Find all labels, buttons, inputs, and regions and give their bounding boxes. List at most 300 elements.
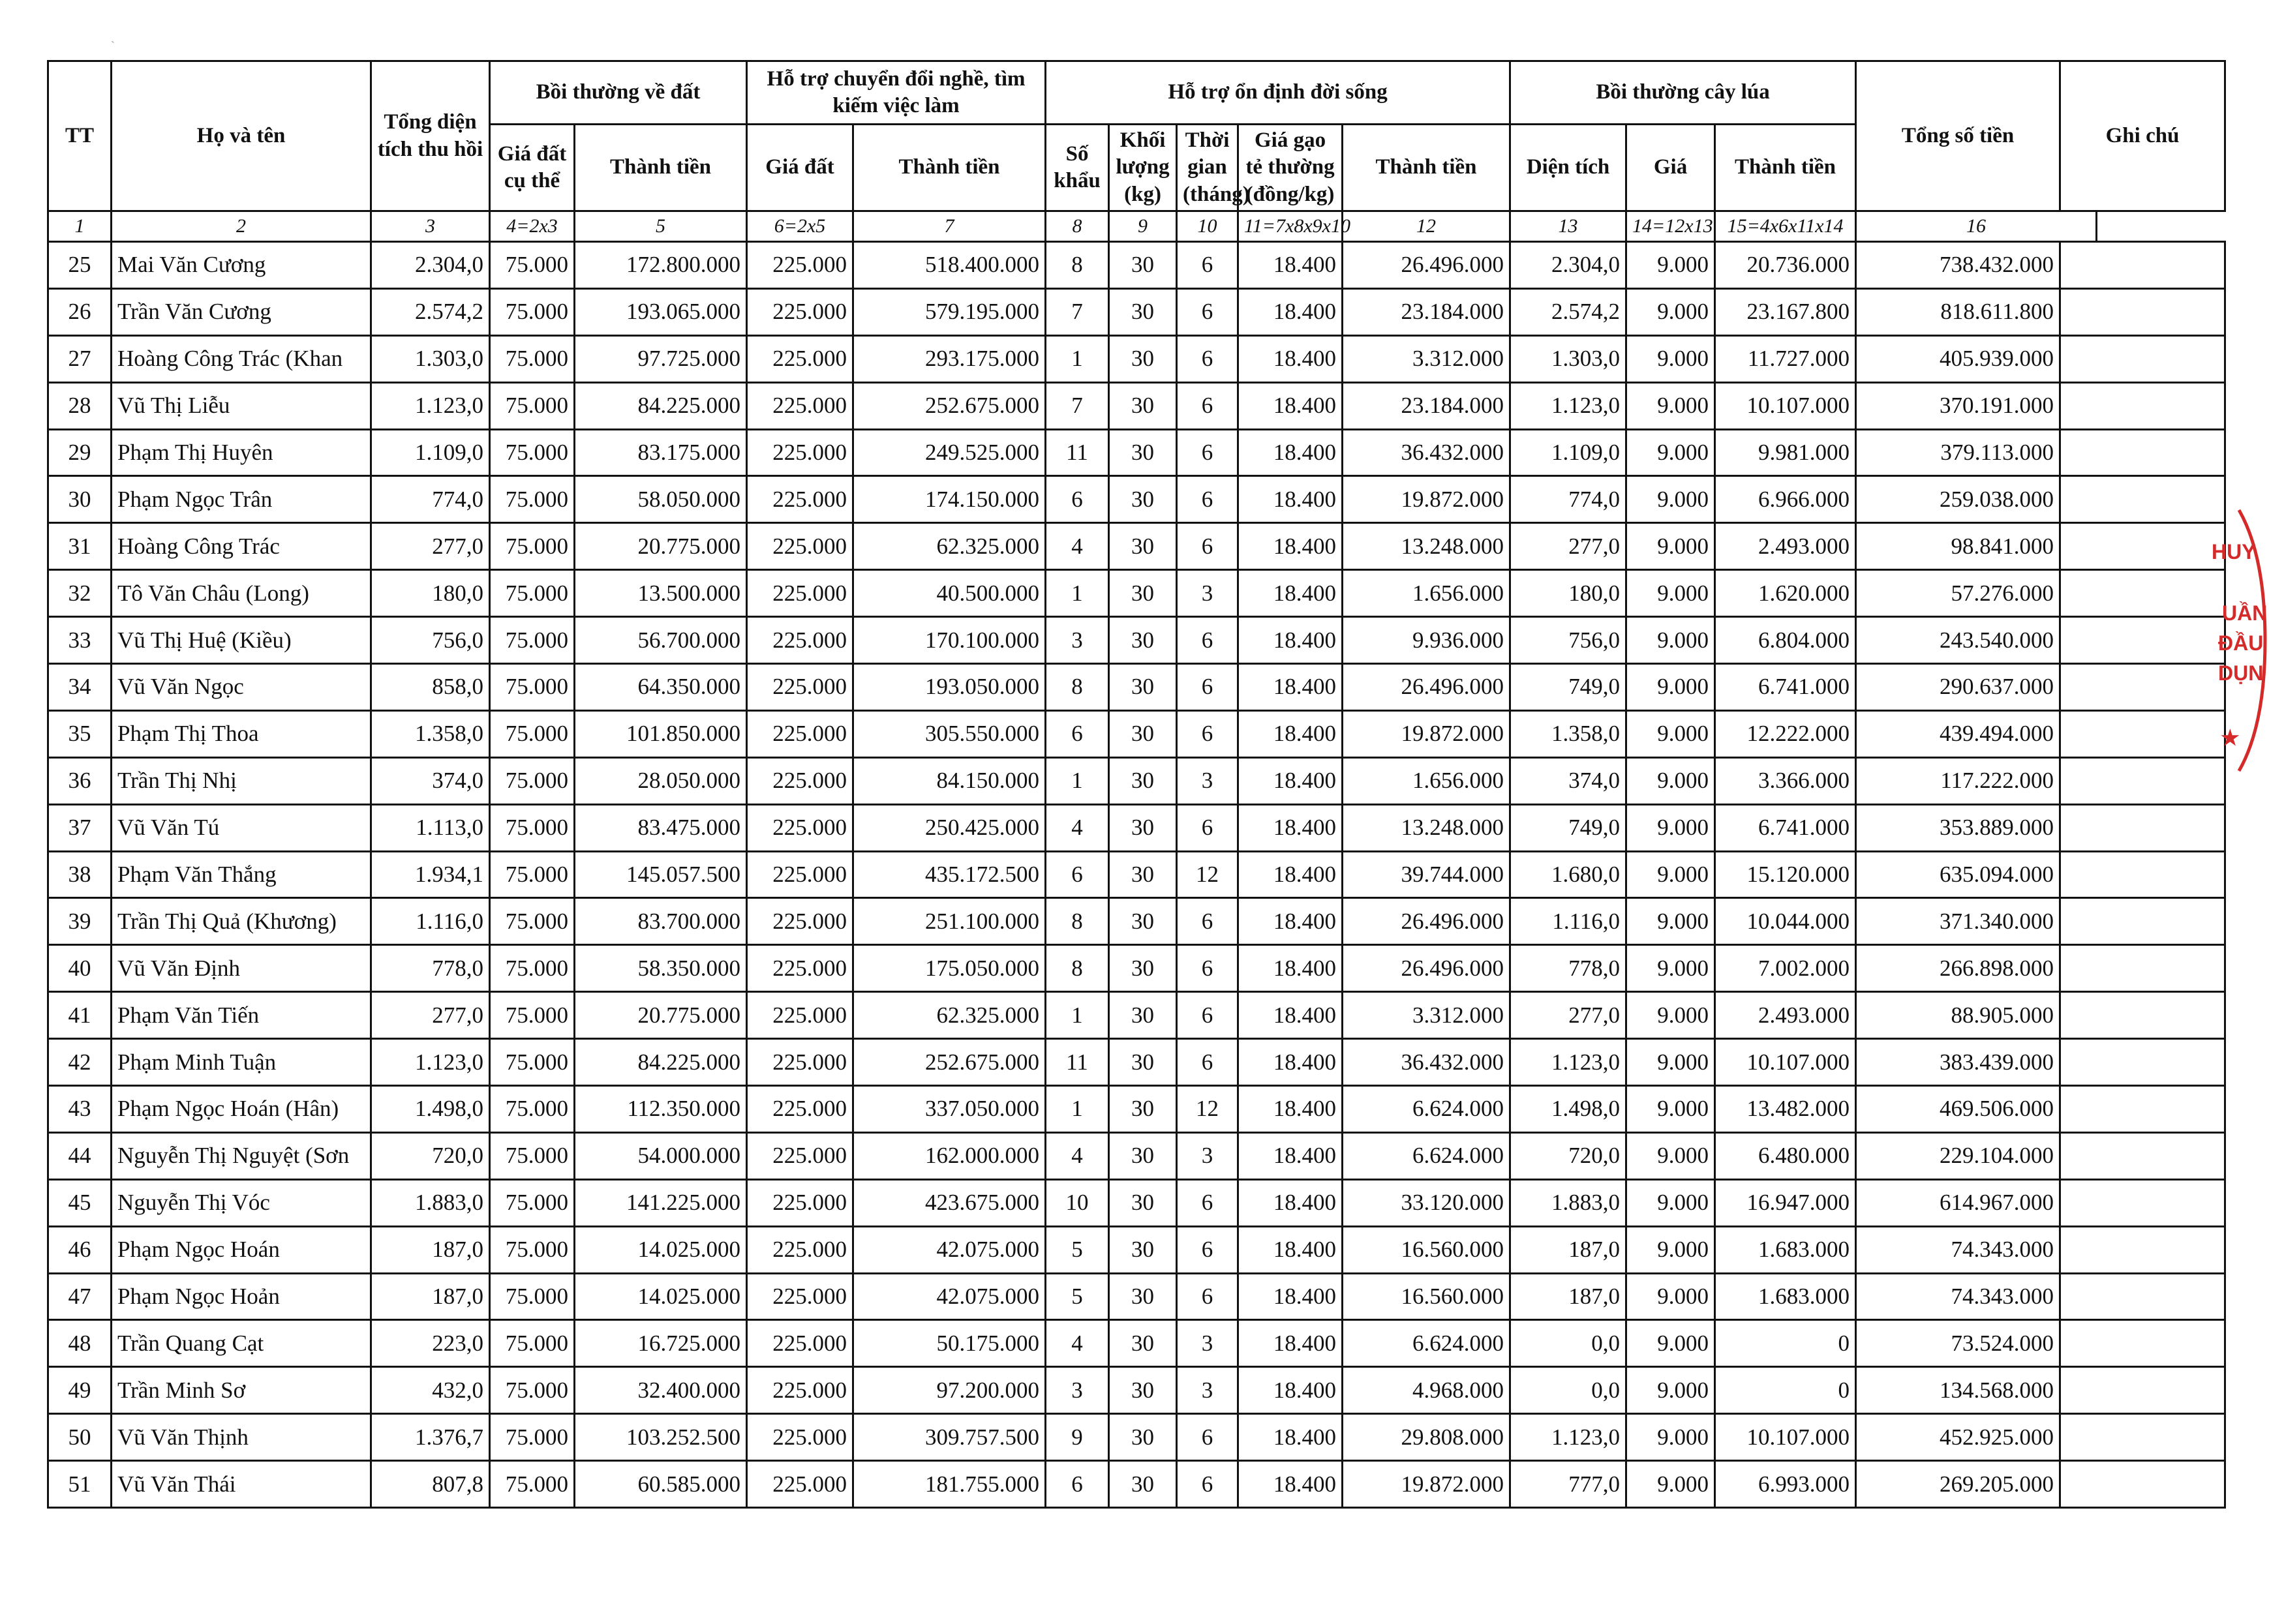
header-land-price: Giá đất cụ thể — [490, 125, 575, 211]
cell-tt3: 19.872.000 — [1343, 476, 1510, 523]
cell-sk: 1 — [1046, 1086, 1109, 1133]
cell-area: 1.303,0 — [371, 335, 490, 382]
cell-kl: 30 — [1109, 992, 1177, 1039]
cell-kl: 30 — [1109, 851, 1177, 898]
cell-tt4: 10.107.000 — [1715, 382, 1856, 429]
header-note: Ghi chú — [2060, 61, 2225, 211]
cell-gg: 18.400 — [1238, 898, 1343, 945]
cell-sk: 4 — [1046, 1132, 1109, 1179]
table-row — [48, 804, 2225, 851]
cell-tt1: 84.225.000 — [575, 1039, 747, 1086]
cell-area: 1.498,0 — [371, 1086, 490, 1133]
cell-kl: 30 — [1109, 757, 1177, 804]
cell-sk: 8 — [1046, 945, 1109, 992]
cell-dt: 756,0 — [1510, 617, 1626, 664]
cell-tt2: 62.325.000 — [853, 523, 1046, 570]
table-row — [48, 992, 2225, 1039]
cell-tong: 229.104.000 — [1856, 1132, 2060, 1179]
cell-tt2: 175.050.000 — [853, 945, 1046, 992]
cell-tt: 46 — [48, 1226, 112, 1273]
cell-tong: 74.343.000 — [1856, 1273, 2060, 1320]
cell-gd: 75.000 — [490, 851, 575, 898]
cell-tt3: 19.872.000 — [1343, 1461, 1510, 1508]
cell-tt1: 172.800.000 — [575, 242, 747, 289]
cell-gd: 75.000 — [490, 570, 575, 617]
cell-tt3: 9.936.000 — [1343, 617, 1510, 664]
cell-kl: 30 — [1109, 1273, 1177, 1320]
cell-area: 223,0 — [371, 1320, 490, 1367]
cell-g2: 225.000 — [747, 335, 853, 382]
column-index: 14=12x13 — [1626, 211, 1715, 242]
cell-tt2: 42.075.000 — [853, 1226, 1046, 1273]
cell-area: 374,0 — [371, 757, 490, 804]
cell-area: 1.113,0 — [371, 804, 490, 851]
cell-kl: 30 — [1109, 898, 1177, 945]
header-life-amount: Thành tiền — [1343, 125, 1510, 211]
cell-tt2: 423.675.000 — [853, 1179, 1046, 1226]
cell-tt3: 6.624.000 — [1343, 1320, 1510, 1367]
cell-area: 187,0 — [371, 1226, 490, 1273]
cell-sk: 3 — [1046, 1367, 1109, 1414]
cell-gia: 9.000 — [1626, 1086, 1715, 1133]
cell-tt3: 16.560.000 — [1343, 1273, 1510, 1320]
cell-tt1: 56.700.000 — [575, 617, 747, 664]
cell-tg: 6 — [1177, 242, 1238, 289]
cell-g2: 225.000 — [747, 757, 853, 804]
cell-tt3: 36.432.000 — [1343, 429, 1510, 476]
cell-name: Vũ Văn Tú — [112, 804, 371, 851]
cell-g2: 225.000 — [747, 804, 853, 851]
table-row — [48, 1039, 2225, 1086]
cell-dt: 180,0 — [1510, 570, 1626, 617]
table-row — [48, 1367, 2225, 1414]
cell-gg: 18.400 — [1238, 1273, 1343, 1320]
cell-tt: 39 — [48, 898, 112, 945]
cell-gia: 9.000 — [1626, 1226, 1715, 1273]
cell-g2: 225.000 — [747, 429, 853, 476]
cell-tg: 6 — [1177, 617, 1238, 664]
cell-area: 2.304,0 — [371, 242, 490, 289]
cell-dt: 1.883,0 — [1510, 1179, 1626, 1226]
cell-tt3: 26.496.000 — [1343, 945, 1510, 992]
header-crop-price: Giá — [1626, 125, 1715, 211]
cell-gia: 9.000 — [1626, 851, 1715, 898]
cell-dt: 720,0 — [1510, 1132, 1626, 1179]
cell-gia: 9.000 — [1626, 1320, 1715, 1367]
cell-tt: 31 — [48, 523, 112, 570]
cell-gd: 75.000 — [490, 1367, 575, 1414]
cell-g2: 225.000 — [747, 1461, 853, 1508]
column-index: 10 — [1177, 211, 1238, 242]
cell-tt: 32 — [48, 570, 112, 617]
cell-sk: 7 — [1046, 288, 1109, 335]
cell-sk: 4 — [1046, 523, 1109, 570]
cell-tt: 38 — [48, 851, 112, 898]
table-row — [48, 382, 2225, 429]
cell-tg: 12 — [1177, 851, 1238, 898]
cell-tt3: 6.624.000 — [1343, 1132, 1510, 1179]
cell-gg: 18.400 — [1238, 1179, 1343, 1226]
cell-tt2: 309.757.500 — [853, 1414, 1046, 1461]
cell-name: Tô Văn Châu (Long) — [112, 570, 371, 617]
cell-tg: 6 — [1177, 335, 1238, 382]
cell-dt: 187,0 — [1510, 1273, 1626, 1320]
cell-sk: 1 — [1046, 757, 1109, 804]
cell-tong: 290.637.000 — [1856, 664, 2060, 711]
cell-gia: 9.000 — [1626, 898, 1715, 945]
cell-g2: 225.000 — [747, 382, 853, 429]
column-index: 1 — [48, 211, 112, 242]
cell-dt: 277,0 — [1510, 523, 1626, 570]
cell-tt2: 162.000.000 — [853, 1132, 1046, 1179]
header-area: Tổng diện tích thu hồi — [371, 61, 490, 211]
cell-tt3: 29.808.000 — [1343, 1414, 1510, 1461]
cell-gd: 75.000 — [490, 710, 575, 757]
cell-gg: 18.400 — [1238, 664, 1343, 711]
cell-gg: 18.400 — [1238, 523, 1343, 570]
table-row — [48, 617, 2225, 664]
table-row — [48, 335, 2225, 382]
cell-tt1: 20.775.000 — [575, 992, 747, 1039]
cell-gg: 18.400 — [1238, 1086, 1343, 1133]
cell-tt3: 1.656.000 — [1343, 570, 1510, 617]
cell-tg: 6 — [1177, 1039, 1238, 1086]
cell-kl: 30 — [1109, 1226, 1177, 1273]
cell-tt3: 6.624.000 — [1343, 1086, 1510, 1133]
cell-tt3: 33.120.000 — [1343, 1179, 1510, 1226]
cell-tg: 3 — [1177, 1367, 1238, 1414]
table-row — [48, 288, 2225, 335]
column-index: 3 — [371, 211, 490, 242]
cell-name: Hoàng Công Trác — [112, 523, 371, 570]
cell-tg: 6 — [1177, 710, 1238, 757]
cell-note — [2060, 1086, 2225, 1133]
cell-gd: 75.000 — [490, 1414, 575, 1461]
table-row — [48, 1132, 2225, 1179]
header-job-price: Giá đất — [747, 125, 853, 211]
cell-tt4: 6.804.000 — [1715, 617, 1856, 664]
cell-area: 180,0 — [371, 570, 490, 617]
cell-tt4: 20.736.000 — [1715, 242, 1856, 289]
cell-tt3: 36.432.000 — [1343, 1039, 1510, 1086]
cell-gd: 75.000 — [490, 1132, 575, 1179]
cell-note — [2060, 804, 2225, 851]
cell-dt: 0,0 — [1510, 1320, 1626, 1367]
cell-tong: 117.222.000 — [1856, 757, 2060, 804]
cell-kl: 30 — [1109, 335, 1177, 382]
table-row — [48, 1179, 2225, 1226]
cell-tt2: 50.175.000 — [853, 1320, 1046, 1367]
cell-area: 1.123,0 — [371, 1039, 490, 1086]
cell-kl: 30 — [1109, 242, 1177, 289]
table-row — [48, 898, 2225, 945]
cell-g2: 225.000 — [747, 1226, 853, 1273]
cell-tt: 47 — [48, 1273, 112, 1320]
cell-name: Phạm Minh Tuận — [112, 1039, 371, 1086]
cell-tt3: 39.744.000 — [1343, 851, 1510, 898]
cell-tt2: 518.400.000 — [853, 242, 1046, 289]
cell-area: 277,0 — [371, 523, 490, 570]
cell-note — [2060, 1226, 2225, 1273]
cell-tt4: 2.493.000 — [1715, 992, 1856, 1039]
cell-note — [2060, 288, 2225, 335]
cell-gd: 75.000 — [490, 242, 575, 289]
cell-tt2: 579.195.000 — [853, 288, 1046, 335]
cell-gd: 75.000 — [490, 1461, 575, 1508]
cell-tt4: 6.741.000 — [1715, 664, 1856, 711]
cell-sk: 6 — [1046, 851, 1109, 898]
cell-tt1: 58.350.000 — [575, 945, 747, 992]
cell-tt3: 13.248.000 — [1343, 523, 1510, 570]
cell-tt4: 2.493.000 — [1715, 523, 1856, 570]
cell-name: Vũ Văn Định — [112, 945, 371, 992]
cell-gg: 18.400 — [1238, 617, 1343, 664]
stamp-text: ĐẦU — [2218, 631, 2264, 655]
cell-gia: 9.000 — [1626, 664, 1715, 711]
cell-tt4: 10.107.000 — [1715, 1414, 1856, 1461]
cell-tt: 35 — [48, 710, 112, 757]
table-row — [48, 523, 2225, 570]
cell-gg: 18.400 — [1238, 851, 1343, 898]
cell-note — [2060, 851, 2225, 898]
cell-area: 1.109,0 — [371, 429, 490, 476]
column-index: 7 — [853, 211, 1046, 242]
cell-gia: 9.000 — [1626, 710, 1715, 757]
cell-tong: 243.540.000 — [1856, 617, 2060, 664]
cell-gia: 9.000 — [1626, 1414, 1715, 1461]
cell-tong: 57.276.000 — [1856, 570, 2060, 617]
cell-kl: 30 — [1109, 1132, 1177, 1179]
cell-kl: 30 — [1109, 664, 1177, 711]
cell-gg: 18.400 — [1238, 1367, 1343, 1414]
table-row — [48, 1226, 2225, 1273]
header-weight: Khối lượng (kg) — [1109, 125, 1177, 211]
cell-tg: 6 — [1177, 804, 1238, 851]
header-people: Số khẩu — [1046, 125, 1109, 211]
cell-tt1: 54.000.000 — [575, 1132, 747, 1179]
table-row — [48, 242, 2225, 289]
cell-tt3: 19.872.000 — [1343, 710, 1510, 757]
cell-tt: 36 — [48, 757, 112, 804]
cell-gia: 9.000 — [1626, 1461, 1715, 1508]
red-stamp — [2200, 504, 2269, 777]
cell-tt4: 1.683.000 — [1715, 1273, 1856, 1320]
header-land-group: Bồi thường về đất — [490, 61, 747, 125]
cell-tg: 6 — [1177, 288, 1238, 335]
cell-area: 1.934,1 — [371, 851, 490, 898]
header-crop-group: Bồi thường cây lúa — [1510, 61, 1856, 125]
cell-tt1: 83.475.000 — [575, 804, 747, 851]
cell-area: 277,0 — [371, 992, 490, 1039]
cell-sk: 8 — [1046, 898, 1109, 945]
cell-gd: 75.000 — [490, 523, 575, 570]
cell-tt1: 103.252.500 — [575, 1414, 747, 1461]
cell-sk: 1 — [1046, 570, 1109, 617]
header-name: Họ và tên — [112, 61, 371, 211]
cell-sk: 4 — [1046, 804, 1109, 851]
cell-tg: 3 — [1177, 570, 1238, 617]
cell-tt: 26 — [48, 288, 112, 335]
cell-tt3: 13.248.000 — [1343, 804, 1510, 851]
cell-tt2: 250.425.000 — [853, 804, 1046, 851]
cell-g2: 225.000 — [747, 288, 853, 335]
cell-kl: 30 — [1109, 1367, 1177, 1414]
cell-name: Phạm Văn Tiến — [112, 992, 371, 1039]
cell-tt4: 10.107.000 — [1715, 1039, 1856, 1086]
column-index: 5 — [575, 211, 747, 242]
cell-g2: 225.000 — [747, 1086, 853, 1133]
cell-name: Trần Văn Cương — [112, 288, 371, 335]
cell-dt: 749,0 — [1510, 664, 1626, 711]
cell-tt3: 26.496.000 — [1343, 898, 1510, 945]
cell-area: 756,0 — [371, 617, 490, 664]
cell-sk: 5 — [1046, 1226, 1109, 1273]
cell-tt4: 7.002.000 — [1715, 945, 1856, 992]
cell-tg: 6 — [1177, 523, 1238, 570]
cell-name: Nguyễn Thị Vóc — [112, 1179, 371, 1226]
cell-dt: 277,0 — [1510, 992, 1626, 1039]
cell-tong: 818.611.800 — [1856, 288, 2060, 335]
cell-dt: 1.123,0 — [1510, 1414, 1626, 1461]
cell-gia: 9.000 — [1626, 288, 1715, 335]
cell-gg: 18.400 — [1238, 1132, 1343, 1179]
cell-tt4: 15.120.000 — [1715, 851, 1856, 898]
cell-gg: 18.400 — [1238, 992, 1343, 1039]
cell-g2: 225.000 — [747, 992, 853, 1039]
cell-name: Nguyễn Thị Nguyệt (Sơn — [112, 1132, 371, 1179]
cell-gia: 9.000 — [1626, 242, 1715, 289]
header-crop-area: Diện tích — [1510, 125, 1626, 211]
cell-sk: 11 — [1046, 429, 1109, 476]
cell-g2: 225.000 — [747, 1039, 853, 1086]
cell-tong: 73.524.000 — [1856, 1320, 2060, 1367]
cell-tt4: 11.727.000 — [1715, 335, 1856, 382]
cell-tt4: 9.981.000 — [1715, 429, 1856, 476]
cell-tt1: 84.225.000 — [575, 382, 747, 429]
cell-tong: 614.967.000 — [1856, 1179, 2060, 1226]
cell-tong: 370.191.000 — [1856, 382, 2060, 429]
cell-area: 778,0 — [371, 945, 490, 992]
cell-area: 1.358,0 — [371, 710, 490, 757]
cell-name: Phạm Ngọc Trân — [112, 476, 371, 523]
cell-tg: 6 — [1177, 898, 1238, 945]
cell-area: 807,8 — [371, 1461, 490, 1508]
cell-tt2: 62.325.000 — [853, 992, 1046, 1039]
cell-tong: 635.094.000 — [1856, 851, 2060, 898]
cell-tt2: 84.150.000 — [853, 757, 1046, 804]
cell-note — [2060, 1414, 2225, 1461]
cell-name: Vũ Thị Huệ (Kiều) — [112, 617, 371, 664]
cell-tt2: 252.675.000 — [853, 382, 1046, 429]
cell-tt4: 6.966.000 — [1715, 476, 1856, 523]
cell-tt4: 6.993.000 — [1715, 1461, 1856, 1508]
cell-dt: 1.498,0 — [1510, 1086, 1626, 1133]
cell-gg: 18.400 — [1238, 804, 1343, 851]
cell-name: Mai Văn Cương — [112, 242, 371, 289]
cell-tg: 6 — [1177, 1273, 1238, 1320]
cell-tt2: 252.675.000 — [853, 1039, 1046, 1086]
cell-sk: 1 — [1046, 335, 1109, 382]
cell-kl: 30 — [1109, 476, 1177, 523]
cell-kl: 30 — [1109, 570, 1177, 617]
table-row — [48, 757, 2225, 804]
cell-area: 774,0 — [371, 476, 490, 523]
cell-sk: 1 — [1046, 992, 1109, 1039]
header-tt: TT — [48, 61, 112, 211]
cell-tong: 469.506.000 — [1856, 1086, 2060, 1133]
cell-gia: 9.000 — [1626, 804, 1715, 851]
table-row — [48, 1414, 2225, 1461]
cell-gia: 9.000 — [1626, 335, 1715, 382]
cell-gia: 9.000 — [1626, 945, 1715, 992]
cell-tg: 6 — [1177, 476, 1238, 523]
cell-name: Vũ Thị Liễu — [112, 382, 371, 429]
cell-kl: 30 — [1109, 617, 1177, 664]
cell-tong: 379.113.000 — [1856, 429, 2060, 476]
cell-g2: 225.000 — [747, 523, 853, 570]
cell-gd: 75.000 — [490, 1320, 575, 1367]
cell-dt: 1.358,0 — [1510, 710, 1626, 757]
cell-dt: 1.116,0 — [1510, 898, 1626, 945]
cell-tt2: 435.172.500 — [853, 851, 1046, 898]
cell-tt4: 6.480.000 — [1715, 1132, 1856, 1179]
cell-gg: 18.400 — [1238, 382, 1343, 429]
cell-name: Trần Thị Quả (Khương) — [112, 898, 371, 945]
cell-g2: 225.000 — [747, 476, 853, 523]
cell-gd: 75.000 — [490, 898, 575, 945]
cell-kl: 30 — [1109, 1086, 1177, 1133]
cell-tt1: 141.225.000 — [575, 1179, 747, 1226]
cell-sk: 6 — [1046, 476, 1109, 523]
cell-dt: 2.574,2 — [1510, 288, 1626, 335]
cell-gd: 75.000 — [490, 1086, 575, 1133]
column-index: 9 — [1109, 211, 1177, 242]
cell-tt3: 3.312.000 — [1343, 992, 1510, 1039]
cell-dt: 374,0 — [1510, 757, 1626, 804]
cell-tt2: 293.175.000 — [853, 335, 1046, 382]
cell-gd: 75.000 — [490, 476, 575, 523]
cell-tt3: 3.312.000 — [1343, 335, 1510, 382]
cell-tt2: 305.550.000 — [853, 710, 1046, 757]
cell-tt3: 4.968.000 — [1343, 1367, 1510, 1414]
cell-g2: 225.000 — [747, 664, 853, 711]
cell-tt1: 14.025.000 — [575, 1273, 747, 1320]
cell-gia: 9.000 — [1626, 1273, 1715, 1320]
cell-gd: 75.000 — [490, 1273, 575, 1320]
cell-g2: 225.000 — [747, 851, 853, 898]
cell-tong: 383.439.000 — [1856, 1039, 2060, 1086]
cell-tong: 452.925.000 — [1856, 1414, 2060, 1461]
cell-note — [2060, 1367, 2225, 1414]
cell-tt1: 83.700.000 — [575, 898, 747, 945]
cell-note — [2060, 1273, 2225, 1320]
cell-tong: 259.038.000 — [1856, 476, 2060, 523]
cell-tt3: 26.496.000 — [1343, 664, 1510, 711]
cell-gg: 18.400 — [1238, 570, 1343, 617]
table-row — [48, 1273, 2225, 1320]
cell-sk: 10 — [1046, 1179, 1109, 1226]
cell-sk: 9 — [1046, 1414, 1109, 1461]
cell-tt1: 193.065.000 — [575, 288, 747, 335]
cell-tt2: 193.050.000 — [853, 664, 1046, 711]
cell-kl: 30 — [1109, 804, 1177, 851]
cell-area: 1.123,0 — [371, 382, 490, 429]
cell-area: 720,0 — [371, 1132, 490, 1179]
cell-name: Vũ Văn Ngọc — [112, 664, 371, 711]
cell-tt1: 14.025.000 — [575, 1226, 747, 1273]
cell-dt: 1.303,0 — [1510, 335, 1626, 382]
cell-name: Phạm Văn Thắng — [112, 851, 371, 898]
